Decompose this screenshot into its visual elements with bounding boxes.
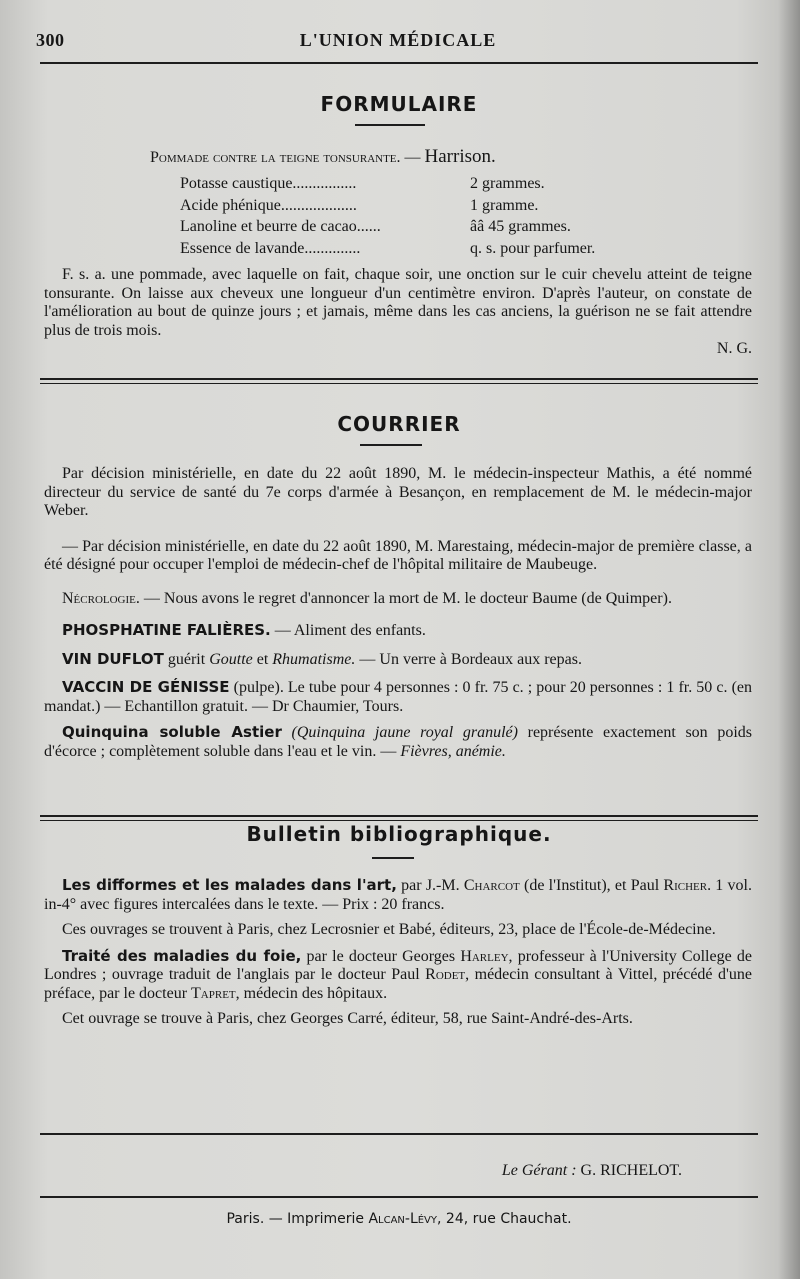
page-number: 300 (36, 30, 65, 50)
courrier-para-marestaing: — Par décision ministérielle, en date du 22 août 1890, M. Marestaing, médecin-major de première classe, a été désigné pour occuper l'emploi de médecin-chef de l'hôpital militaire de Maubeuge. (44, 537, 752, 573)
book-foie-translator-rodet: Rodet (425, 966, 466, 983)
ingredient-name: Lanoline et beurre de cacao...... (180, 218, 381, 235)
recipe-title (150, 146, 760, 168)
ingredient-name: Essence de lavande.............. (180, 239, 361, 257)
ad-vin-duflot-name: VIN DUFLOT (62, 649, 164, 668)
recipe-author: Harrison. (424, 146, 496, 167)
recipe-instructions: F. s. a. une pommade, avec laquelle on fait, chaque soir, une onction sur le cuir chevelu atteint de teigne tonsurante. On laisse aux cheveux une longueur d'un centimètre environ. D'après l'auteur, on constate de l'amélioration au bout de quinze jours ; et jamais, même dans les cas anciens, la guérison ne se fait attendre plus de trois mois. (44, 266, 752, 339)
ad-vin-duflot-goutte: Goutte (209, 650, 253, 668)
signature-name: G. RICHELOT. (576, 1162, 682, 1179)
ad-vin-duflot (44, 650, 752, 670)
ad-quinquina (44, 723, 752, 761)
book-foie-title: Traité des maladies du foie, (62, 946, 302, 965)
header-rule (40, 62, 758, 64)
bulletin-heading-wrap (40, 822, 758, 846)
book-foie-hopitaux: , médecin des hôpitaux. (235, 984, 388, 1002)
book-difformes-author-richer: Richer (663, 877, 708, 894)
necrology-label: Nécrologie. (62, 589, 140, 607)
bulletin-heading: Bulletin bibliographique. (246, 822, 552, 846)
book-foie-by: par le docteur Georges (301, 947, 461, 965)
book-difformes-publisher: Ces ouvrages se trouvent à Paris, chez Lecrosnier et Babé, éditeurs, 23, place de l'École-de-Médecine. (62, 921, 716, 938)
printer-line (40, 1211, 758, 1227)
ingredient-row (180, 238, 660, 260)
ad-quinquina-variety: (Quinquina jaune royal granulé) (291, 724, 518, 741)
ad-phosphatine (44, 621, 752, 641)
formulaire-body (44, 266, 752, 359)
necrology-text: — Nous avons le regret d'annoncer la mort de M. le docteur Baume (de Quimper). (139, 589, 672, 607)
signature-line (502, 1162, 682, 1180)
bulletin-body (44, 876, 752, 1029)
ingredient-row (180, 173, 660, 195)
book-foie-author-harley: Harley (460, 947, 509, 965)
recipe-name: Pommade contre la teigne tonsurante. (150, 149, 401, 166)
printer-name: Alcan-Lévy (368, 1211, 438, 1227)
journal-name: L'UNION MÉDICALE (299, 30, 497, 50)
book-difformes (44, 876, 752, 914)
recipe-dash: — (400, 149, 425, 166)
book-foie-affiliation: , professeur à l'University College de Londres ; ouvrage traduit de l'anglais par le docteur Paul (44, 947, 752, 983)
ad-vin-duflot-rhumatisme: Rhumatisme. (272, 650, 356, 668)
running-header (36, 30, 760, 54)
ad-phosphatine-name: PHOSPHATINE FALIÈRES. (62, 621, 271, 639)
formulaire-underline (355, 124, 425, 126)
footer-rule (40, 1196, 758, 1198)
book-difformes-author-charcot: Charcot (463, 877, 520, 894)
bulletin-end-rule (40, 1133, 758, 1135)
printer-address: , 24, rue Chauchat. (437, 1211, 572, 1227)
printer-city: Paris. — Imprimerie (226, 1211, 369, 1227)
section-divider (40, 815, 758, 821)
ad-vin-duflot-repas: — Un verre à Bordeaux aux repas. (355, 650, 582, 668)
book-difformes-institut: (de l'Institut), et Paul (519, 877, 664, 894)
ingredient-qty: 1 gramme. (470, 196, 539, 214)
book-difformes-title: Les difformes et les malades dans l'art, (62, 876, 397, 894)
book-foie-preface-tapret: Tapret (191, 984, 236, 1002)
ad-quinquina-name: Quinquina soluble Astier (62, 723, 282, 741)
author-initials: N. G. (716, 340, 752, 357)
courrier-para-mathis: Par décision ministérielle, en date du 22 août 1890, M. le médecin-inspecteur Mathis, a été nommé directeur du service de santé du 7e corps d'armée à Besançon, en remplacement de M. le médecin-major Weber. (44, 465, 752, 519)
section-divider (40, 378, 758, 384)
courrier-heading: COURRIER (337, 412, 461, 436)
necrology-entry (44, 590, 752, 609)
ad-vin-duflot-et: et (252, 650, 273, 668)
book-foie-vittel: , médecin consultant à Vittel, précédé d'une préface, par le docteur (44, 966, 752, 1002)
ingredient-row (180, 195, 660, 217)
ad-phosphatine-text: — Aliment des enfants. (270, 622, 426, 639)
ingredient-list (180, 173, 660, 259)
ingredient-qty: q. s. pour parfumer. (470, 239, 596, 257)
ingredient-name: Acide phénique................... (180, 196, 357, 214)
ingredient-qty: 2 grammes. (470, 175, 545, 192)
signature-label: Le Gérant : (501, 1162, 577, 1179)
ingredient-qty: ââ 45 grammes. (470, 218, 571, 235)
ingredient-row (180, 216, 660, 238)
book-foie (44, 947, 752, 1004)
ad-quinquina-indications: Fièvres, anémie. (400, 742, 506, 760)
ad-vaccin (44, 678, 752, 716)
book-difformes-by: par J.-M. (396, 877, 464, 894)
formulaire-heading: FORMULAIRE (320, 92, 478, 116)
ad-vaccin-text: (pulpe). Le tube pour 4 personnes : 0 fr. 75 c. ; pour 20 personnes : 1 fr. 50 c. (en mandat.) — Echantillon gratuit. — Dr Chaumier, Tours. (44, 679, 752, 715)
ad-quinquina-text: représente exactement son poids d'écorce ; complètement soluble dans l'eau et le vin. — (44, 724, 752, 760)
courrier-underline (360, 444, 422, 446)
book-foie-publisher: Cet ouvrage se trouve à Paris, chez Georges Carré, éditeur, 58, rue Saint-André-des-Arts. (62, 1010, 633, 1027)
courrier-body (44, 465, 752, 761)
bulletin-underline (372, 857, 414, 859)
ad-vin-duflot-text: guérit (163, 650, 210, 668)
page-edge-shadow (778, 0, 800, 1279)
ingredient-name: Potasse caustique................ (180, 175, 357, 192)
book-difformes-details: . 1 vol. in-4° avec figures intercalées dans le texte. — Prix : 20 francs. (44, 877, 752, 913)
ad-vaccin-name: VACCIN DE GÉNISSE (62, 678, 230, 696)
